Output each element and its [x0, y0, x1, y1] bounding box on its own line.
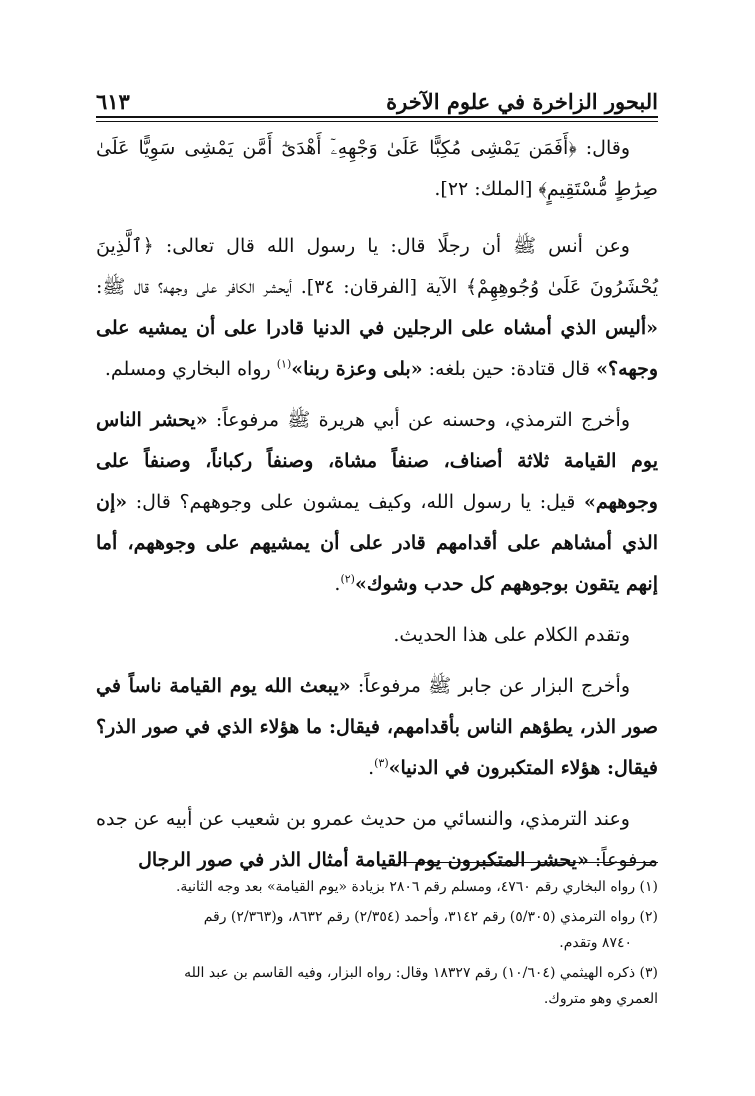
paragraph: وتقدم الكلام على هذا الحديث.: [393, 624, 630, 646]
text-run: [الملك: ٢٢].: [434, 178, 539, 200]
hadith-text: «يحشر الناس يوم القيامة ثلاثة أصناف، صنفاً مشاة، وصنفاً ركباناً، وصنفاً على وجوههم»: [96, 409, 658, 513]
text-run: وأخرج البزار عن جابر ﷺ مرفوعاً:: [350, 675, 630, 697]
page-number: ٦١٣: [96, 89, 130, 114]
text-run: .: [334, 573, 341, 595]
footnote: [96, 904, 658, 956]
paragraph: [96, 799, 658, 881]
footnote-ref[interactable]: (٣): [374, 756, 389, 770]
text-run: وأخرج الترمذي، وحسنه عن أبي هريرة ﷺ مرفوعاً:: [207, 409, 630, 431]
paragraph: [96, 128, 658, 210]
quran-verse: ﴿ٱلَّذِينَ يُحْشَرُونَ عَلَىٰ وُجُوهِهِمْ﴾: [96, 235, 658, 298]
text-run: وعن أنس ﷺ أن رجلًا قال: يا رسول الله قال تعالى:: [153, 235, 630, 257]
paragraph-gap: [96, 210, 658, 226]
hadith-text: «يبعث الله يوم القيامة ناساً في صور الذر، يطؤهم الناس بأقدامهم، فيقال: ما هؤلاء الذي في صور الذر؟ فيقال: هؤلاء المتكبرون في الدنيا»: [96, 675, 658, 779]
text-run: وقال:: [576, 137, 631, 159]
running-header: [96, 78, 658, 112]
footnote-text: (١) رواه البخاري رقم ٤٧٦٠، ومسلم رقم ٢٨٠٦ بزيادة «يوم القيامة» بعد وجه الثانية.: [175, 879, 658, 895]
footnote-ref[interactable]: (١): [276, 357, 292, 371]
paragraph: [96, 226, 658, 390]
footnotes: [96, 874, 658, 1016]
text-run: الآية [الفرقان: ٣٤]. أيحشر الكافر على وجهه؟ قال ﷺ:: [96, 276, 466, 298]
paragraph: [96, 400, 658, 605]
hadith-text: «بلى وعزة ربنا»: [291, 358, 423, 380]
hadith-text: «يحشر المتكبرون يوم القيامة أمثال الذر في صور الرجال: [138, 849, 589, 871]
paragraph: [96, 666, 658, 789]
paragraph-gap: [96, 605, 658, 615]
footnote-ref[interactable]: (٢): [340, 572, 355, 586]
text-run: وعند الترمذي، والنسائي من حديث عمرو بن شعيب عن أبيه عن جده مرفوعاً:: [96, 808, 658, 871]
paragraph-gap: [96, 789, 658, 799]
footnote-text: ٨٧٤٠ وتقدم.: [559, 935, 632, 951]
footnote-text: (٢) رواه الترمذي (٥/٣٠٥) رقم ٣١٤٢، وأحمد (٢/٣٥٤) رقم ٨٦٣٢، و(٢/٣٦٣) رقم: [203, 909, 658, 925]
footnote-rule: [398, 862, 658, 863]
footnote-text: العمري وهو متروك.: [543, 991, 658, 1007]
header-rule: [96, 116, 658, 122]
main-text: [96, 128, 658, 881]
text-run: .: [368, 757, 375, 779]
hadith-text: «أليس الذي أمشاه على الرجلين في الدنيا قادرا على أن يمشيه على وجهه؟»: [96, 317, 658, 380]
text-run: قال قتادة: حين بلغه:: [422, 358, 597, 380]
quran-verse: ﴿أَفَمَن يَمْشِى مُكِبًّا عَلَىٰ وَجْهِهِۦٓ أَهْدَىٰٓ أَمَّن يَمْشِى سَوِيًّا عَلَىٰ صِرَٰطٍ مُّسْتَقِيمٍ﴾: [96, 137, 658, 200]
text-run: قيل: يا رسول الله، وكيف يمشون على وجوههم؟ قال:: [127, 491, 584, 513]
footnote-text: (٣) ذكره الهيثمي (١٠/٦٠٤) رقم ١٨٣٢٧ وقال: رواه البزار، وفيه القاسم بن عبد الله: [184, 965, 658, 981]
hadith-text: «إن الذي أمشاهم على أقدامهم قادر على أن يمشيهم على وجوههم، أما إنهم يتقون بوجوههم كل حدب وشوك»: [96, 491, 658, 595]
text-run: رواه البخاري ومسلم.: [104, 358, 277, 380]
paragraph-gap: [96, 390, 658, 400]
footnote: [96, 874, 658, 900]
footnote: [96, 960, 658, 1012]
book-title: البحور الزاخرة في علوم الآخرة: [386, 89, 658, 114]
paragraph-gap: [96, 656, 658, 666]
